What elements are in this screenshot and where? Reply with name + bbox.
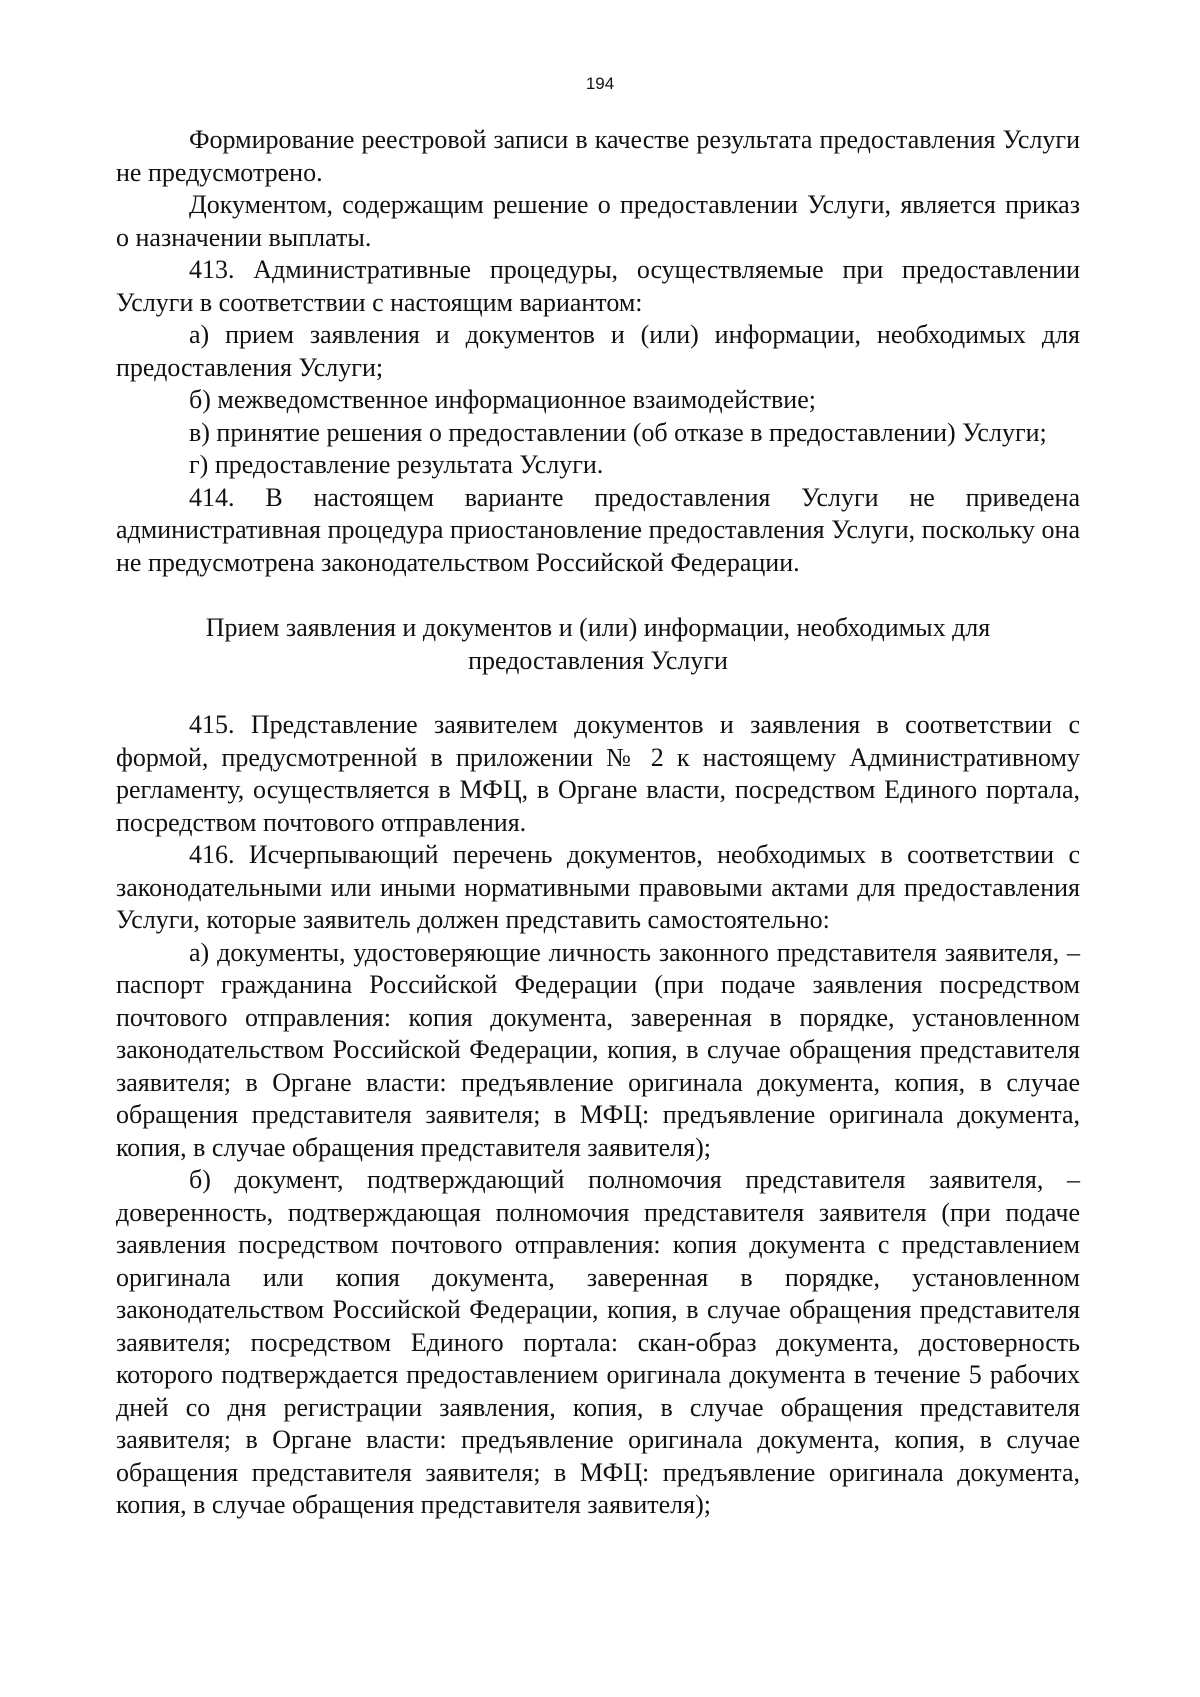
paragraph-415: 415. Представление заявителем документов и заявления в соответствии с формой, предусмотренной в приложении № 2 к настоящему Административному регламенту, осуществляется в МФЦ, в Органе власти, посредством Единого портала, посредством почтового отправления. — [116, 710, 1080, 837]
paragraph-414: 414. В настоящем варианте предоставления Услуги не приведена административная процедура приостановление предоставления Услуги, поскольку она не предусмотрена законодательством Российской Федерации. — [116, 482, 1080, 577]
list-item-413-c: в) принятие решения о предоставлении (об отказе в предоставлении) Услуги; — [189, 417, 1047, 447]
paragraph-416: 416. Исчерпывающий перечень документов, необходимых в соответствии с законодательными или иными нормативными правовыми актами для предоставления Услуги, которые заявитель должен представить самостоятельно: — [116, 840, 1080, 934]
section-heading-line-1: Прием заявления и документов и (или) информации, необходимых для — [205, 613, 991, 642]
list-item-416-b: б) документ, подтверждающий полномочия представителя заявителя, – доверенность, подтверждающая полномочия представителя заявителя (при подаче заявления посредством почтового отправления: копия документа с представлением оригинала или копия документа, заверенная в порядке, установленном законодательством Российской Федерации, копия, в случае обращения представителя заявителя; посредством Единого портала: скан-образ документа, достоверность которого подтверждается предоставлением оригинала документа в течение 5 рабочих дней со дня регистрации заявления, копия, в случае обращения представителя заявителя; в Органе власти: предъявление оригинала документа, копия, в случае обращения представителя заявителя; в МФЦ: предъявление оригинала документа, копия, в случае обращения представителя заявителя); — [116, 1165, 1080, 1519]
paragraph-registry-record: Формирование реестровой записи в качестве результата предоставления Услуги не предусмотрено. — [116, 125, 1080, 187]
paragraph-413: 413. Административные процедуры, осуществляемые при предоставлении Услуги в соответствии с настоящим вариантом: — [116, 255, 1080, 317]
list-item-416-a: а) документы, удостоверяющие личность законного представителя заявителя, – паспорт гражданина Российской Федерации (при подаче заявления посредством почтового отправления: копия документа, заверенная в порядке, установленном законодательством Российской Федерации, копия, в случае обращения представителя заявителя; в Органе власти: предъявление оригинала документа, копия, в случае обращения представителя заявителя; в МФЦ: предъявление оригинала документа, копия, в случае обращения представителя заявителя); — [116, 937, 1080, 1162]
list-item-413-a: а) прием заявления и документов и (или) информации, необходимых для предоставления Услуги; — [116, 320, 1080, 382]
list-item-413-d: г) предоставление результата Услуги. — [189, 450, 604, 479]
section-heading — [116, 612, 1080, 677]
list-item-413-b: б) межведомственное информационное взаимодействие; — [189, 385, 816, 414]
page-number: 194 — [585, 74, 615, 93]
section-heading-line-2: предоставления Услуги — [468, 645, 728, 675]
paragraph-decision-document: Документом, содержащим решение о предоставлении Услуги, является приказ о назначении выплаты. — [116, 190, 1080, 252]
page-body — [116, 124, 1080, 1522]
